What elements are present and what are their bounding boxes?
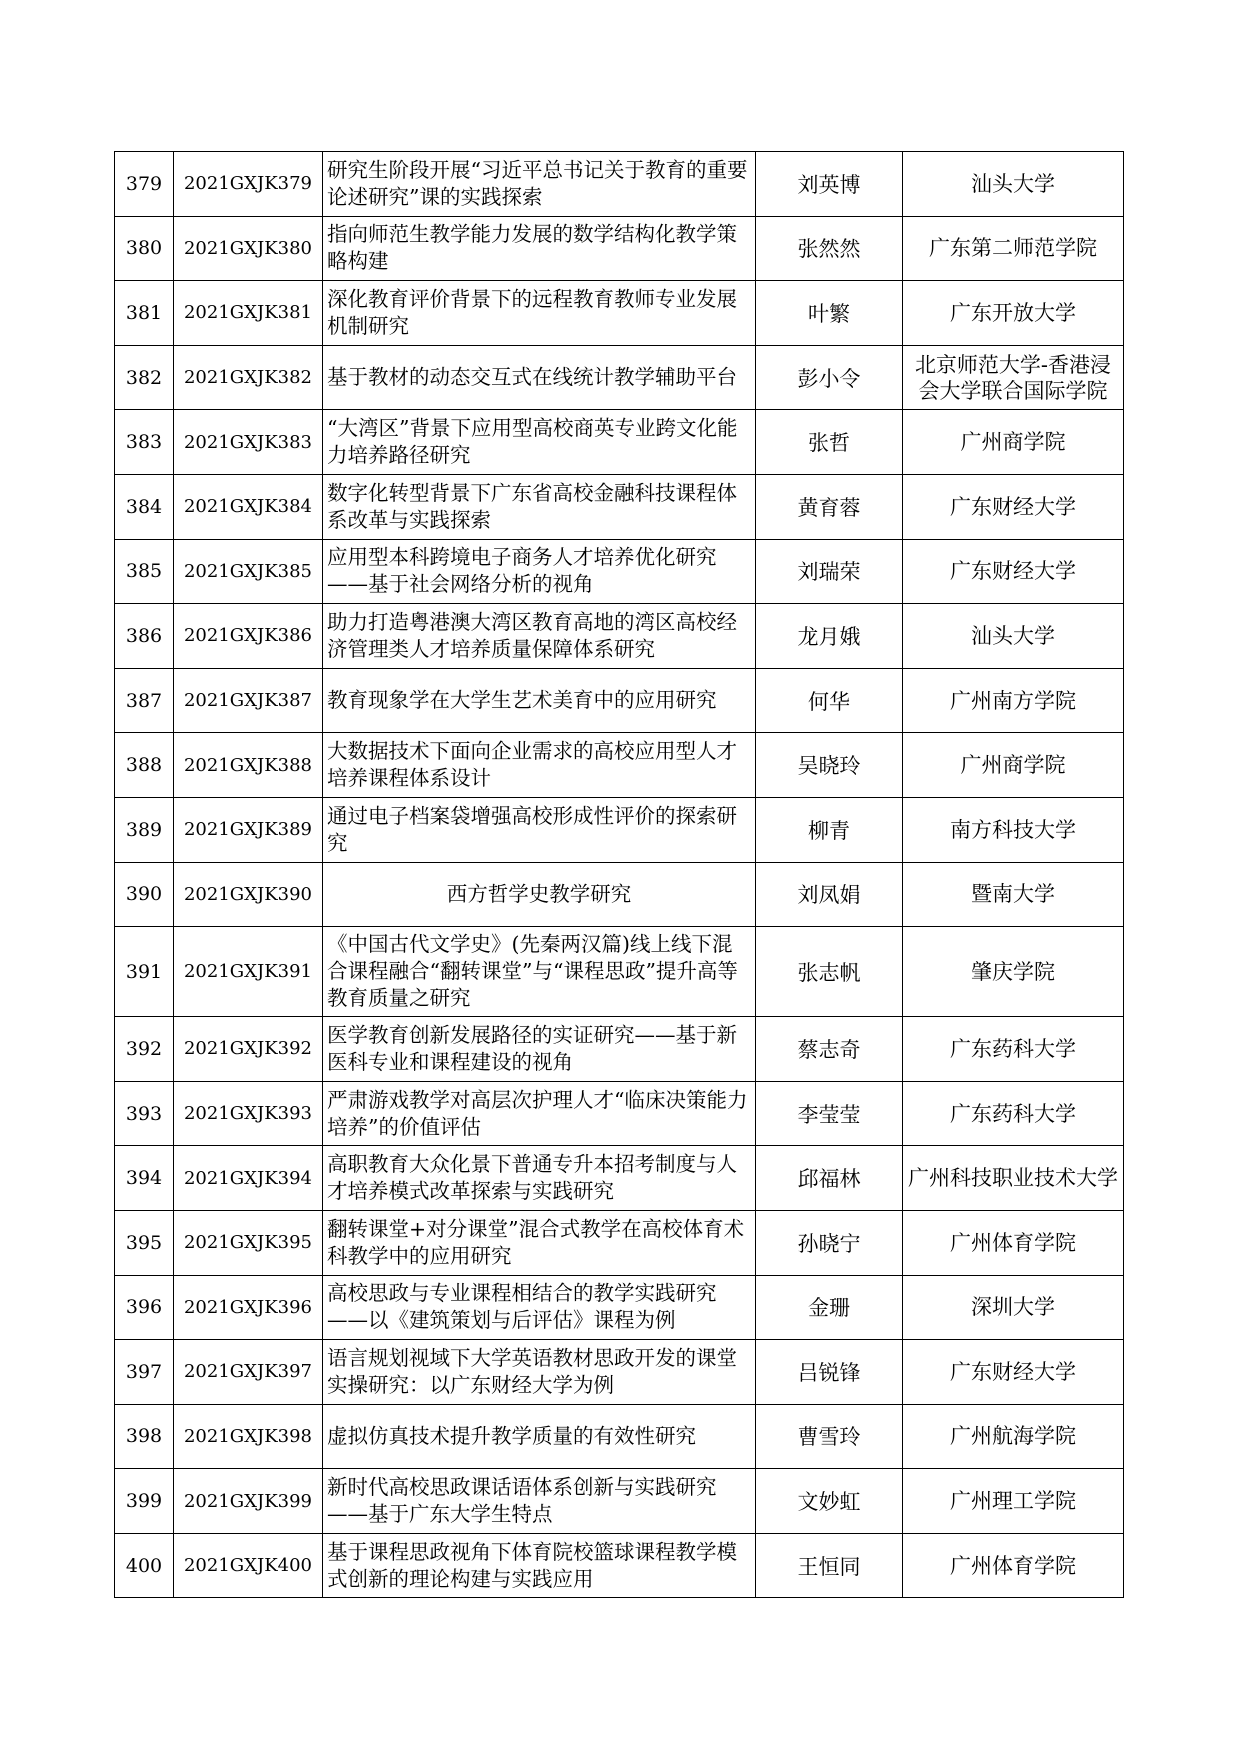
project-id: 2021GXJK383 — [174, 410, 323, 475]
table-row — [115, 152, 1124, 217]
institution: 广东财经大学 — [903, 539, 1124, 604]
project-leader: 金珊 — [756, 1275, 903, 1340]
project-title: 西方哲学史教学研究 — [323, 862, 756, 927]
table-row — [115, 927, 1124, 1017]
project-leader: 蔡志奇 — [756, 1017, 903, 1082]
table-row — [115, 345, 1124, 410]
project-title: 大数据技术下面向企业需求的高校应用型人才培养课程体系设计 — [323, 733, 756, 798]
institution: 广东财经大学 — [903, 474, 1124, 539]
institution: 广州理工学院 — [903, 1469, 1124, 1534]
table-row — [115, 539, 1124, 604]
institution: 广东药科大学 — [903, 1017, 1124, 1082]
project-title: 《中国古代文学史》(先秦两汉篇)线上线下混合课程融合“翻转课堂”与“课程思政”提升高等教育质量之研究 — [323, 927, 756, 1017]
project-title: 助力打造粤港澳大湾区教育高地的湾区高校经济管理类人才培养质量保障体系研究 — [323, 604, 756, 669]
row-number: 389 — [115, 797, 174, 862]
project-leader: 彭小令 — [756, 345, 903, 410]
project-title: 医学教育创新发展路径的实证研究——基于新医科专业和课程建设的视角 — [323, 1017, 756, 1082]
project-id: 2021GXJK400 — [174, 1533, 323, 1598]
project-id: 2021GXJK389 — [174, 797, 323, 862]
row-number: 393 — [115, 1081, 174, 1146]
institution: 南方科技大学 — [903, 797, 1124, 862]
project-leader: 何华 — [756, 668, 903, 733]
project-title: 翻转课堂+对分课堂”混合式教学在高校体育术科教学中的应用研究 — [323, 1210, 756, 1275]
project-leader: 刘英博 — [756, 152, 903, 217]
table-row — [115, 410, 1124, 475]
project-id: 2021GXJK382 — [174, 345, 323, 410]
project-id: 2021GXJK399 — [174, 1469, 323, 1534]
project-id: 2021GXJK398 — [174, 1404, 323, 1469]
project-title: 研究生阶段开展“习近平总书记关于教育的重要论述研究”课的实践探索 — [323, 152, 756, 217]
institution-text: 北京师范大学-香港浸会大学联合国际学院 — [914, 352, 1112, 403]
institution: 广东药科大学 — [903, 1081, 1124, 1146]
institution: 广东第二师范学院 — [903, 216, 1124, 281]
project-id: 2021GXJK390 — [174, 862, 323, 927]
project-title: 数字化转型背景下广东省高校金融科技课程体系改革与实践探索 — [323, 474, 756, 539]
project-id: 2021GXJK385 — [174, 539, 323, 604]
table-row — [115, 1275, 1124, 1340]
project-id: 2021GXJK380 — [174, 216, 323, 281]
project-id: 2021GXJK396 — [174, 1275, 323, 1340]
project-id: 2021GXJK379 — [174, 152, 323, 217]
row-number: 394 — [115, 1146, 174, 1211]
institution — [903, 345, 1124, 410]
project-leader: 吕锐锋 — [756, 1340, 903, 1405]
table-row — [115, 1404, 1124, 1469]
project-title: 深化教育评价背景下的远程教育教师专业发展机制研究 — [323, 281, 756, 346]
project-title: 严肃游戏教学对高层次护理人才“临床决策能力培养”的价值评估 — [323, 1081, 756, 1146]
project-leader: 吴晓玲 — [756, 733, 903, 798]
row-number: 391 — [115, 927, 174, 1017]
institution: 广州商学院 — [903, 733, 1124, 798]
table-row — [115, 281, 1124, 346]
project-title: 语言规划视域下大学英语教材思政开发的课堂实操研究：以广东财经大学为例 — [323, 1340, 756, 1405]
project-id: 2021GXJK395 — [174, 1210, 323, 1275]
project-title: 应用型本科跨境电子商务人才培养优化研究——基于社会网络分析的视角 — [323, 539, 756, 604]
project-list-table — [114, 151, 1124, 1598]
row-number: 396 — [115, 1275, 174, 1340]
institution: 广州体育学院 — [903, 1210, 1124, 1275]
row-number: 384 — [115, 474, 174, 539]
table-row — [115, 1017, 1124, 1082]
project-title: 高校思政与专业课程相结合的教学实践研究——以《建筑策划与后评估》课程为例 — [323, 1275, 756, 1340]
project-leader: 张哲 — [756, 410, 903, 475]
project-leader: 孙晓宁 — [756, 1210, 903, 1275]
institution: 广东财经大学 — [903, 1340, 1124, 1405]
table-row — [115, 1469, 1124, 1534]
project-id: 2021GXJK381 — [174, 281, 323, 346]
project-leader: 张然然 — [756, 216, 903, 281]
project-id: 2021GXJK393 — [174, 1081, 323, 1146]
institution: 广州商学院 — [903, 410, 1124, 475]
institution: 汕头大学 — [903, 604, 1124, 669]
project-title: 高职教育大众化景下普通专升本招考制度与人才培养模式改革探索与实践研究 — [323, 1146, 756, 1211]
project-leader: 张志帆 — [756, 927, 903, 1017]
institution: 深圳大学 — [903, 1275, 1124, 1340]
project-leader: 王恒同 — [756, 1533, 903, 1598]
institution: 汕头大学 — [903, 152, 1124, 217]
project-leader: 邱福林 — [756, 1146, 903, 1211]
institution: 广州科技职业技术大学 — [903, 1146, 1124, 1211]
table-row — [115, 797, 1124, 862]
project-id: 2021GXJK391 — [174, 927, 323, 1017]
project-title: 虚拟仿真技术提升教学质量的有效性研究 — [323, 1404, 756, 1469]
row-number: 387 — [115, 668, 174, 733]
table-row — [115, 1146, 1124, 1211]
row-number: 385 — [115, 539, 174, 604]
row-number: 392 — [115, 1017, 174, 1082]
project-leader: 刘瑞荣 — [756, 539, 903, 604]
project-id: 2021GXJK394 — [174, 1146, 323, 1211]
project-leader: 李莹莹 — [756, 1081, 903, 1146]
table-row — [115, 604, 1124, 669]
row-number: 398 — [115, 1404, 174, 1469]
project-leader: 黄育蓉 — [756, 474, 903, 539]
table-row — [115, 216, 1124, 281]
institution: 广东开放大学 — [903, 281, 1124, 346]
project-title: 教育现象学在大学生艺术美育中的应用研究 — [323, 668, 756, 733]
table-row — [115, 1081, 1124, 1146]
row-number: 380 — [115, 216, 174, 281]
project-leader: 文妙虹 — [756, 1469, 903, 1534]
table-row — [115, 1340, 1124, 1405]
project-id: 2021GXJK384 — [174, 474, 323, 539]
row-number: 383 — [115, 410, 174, 475]
project-id: 2021GXJK397 — [174, 1340, 323, 1405]
row-number: 379 — [115, 152, 174, 217]
project-title: 基于教材的动态交互式在线统计教学辅助平台 — [323, 345, 756, 410]
project-title: 指向师范生教学能力发展的数学结构化教学策略构建 — [323, 216, 756, 281]
row-number: 400 — [115, 1533, 174, 1598]
institution: 暨南大学 — [903, 862, 1124, 927]
project-leader: 曹雪玲 — [756, 1404, 903, 1469]
project-id: 2021GXJK388 — [174, 733, 323, 798]
row-number: 388 — [115, 733, 174, 798]
row-number: 381 — [115, 281, 174, 346]
institution: 肇庆学院 — [903, 927, 1124, 1017]
table-row — [115, 474, 1124, 539]
project-title: 通过电子档案袋增强高校形成性评价的探索研究 — [323, 797, 756, 862]
project-id: 2021GXJK387 — [174, 668, 323, 733]
row-number: 386 — [115, 604, 174, 669]
table-row — [115, 1533, 1124, 1598]
project-leader: 叶繁 — [756, 281, 903, 346]
project-title: 基于课程思政视角下体育院校篮球课程教学模式创新的理论构建与实践应用 — [323, 1533, 756, 1598]
row-number: 397 — [115, 1340, 174, 1405]
project-title: “大湾区”背景下应用型高校商英专业跨文化能力培养路径研究 — [323, 410, 756, 475]
table-row — [115, 862, 1124, 927]
project-id: 2021GXJK392 — [174, 1017, 323, 1082]
row-number: 390 — [115, 862, 174, 927]
project-leader: 刘凤娟 — [756, 862, 903, 927]
project-leader: 柳青 — [756, 797, 903, 862]
institution: 广州航海学院 — [903, 1404, 1124, 1469]
row-number: 399 — [115, 1469, 174, 1534]
institution: 广州体育学院 — [903, 1533, 1124, 1598]
project-title: 新时代高校思政课话语体系创新与实践研究——基于广东大学生特点 — [323, 1469, 756, 1534]
project-leader: 龙月娥 — [756, 604, 903, 669]
row-number: 382 — [115, 345, 174, 410]
table-row — [115, 1210, 1124, 1275]
row-number: 395 — [115, 1210, 174, 1275]
project-id: 2021GXJK386 — [174, 604, 323, 669]
table-row — [115, 668, 1124, 733]
table-row — [115, 733, 1124, 798]
institution: 广州南方学院 — [903, 668, 1124, 733]
